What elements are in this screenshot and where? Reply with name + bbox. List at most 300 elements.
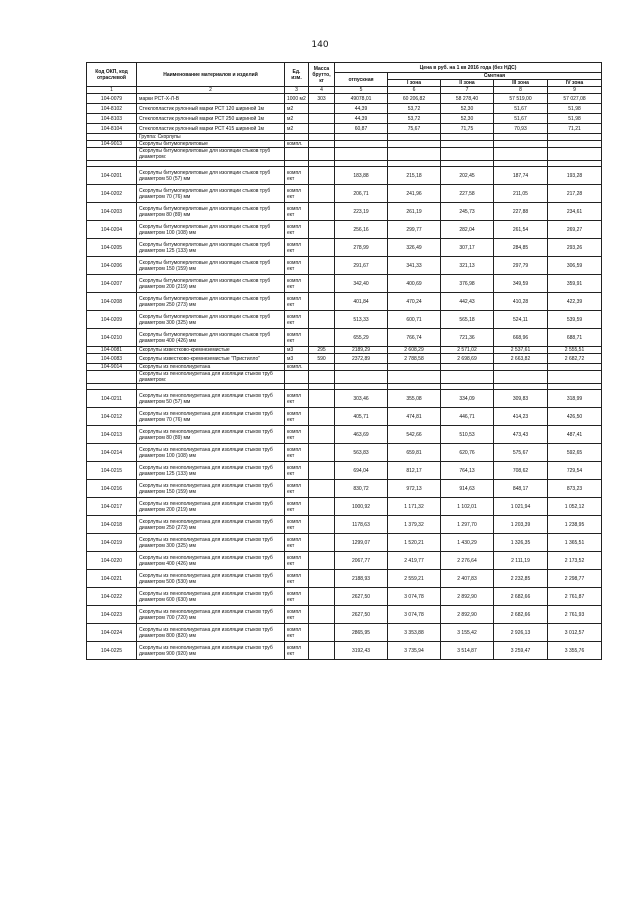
unit-cell: компл ект <box>285 390 309 408</box>
price-zone-1-cell: 241,96 <box>388 185 441 203</box>
price-release-cell: 44,39 <box>335 114 388 124</box>
column-number: 1 <box>87 87 137 94</box>
code-cell: 104-0210 <box>87 329 137 347</box>
mass-cell <box>309 221 335 239</box>
mass-cell <box>309 141 335 148</box>
name-cell: Скорлупы битумоперлитовые для изоляции стыков труб диаметром 400 (426) мм <box>137 329 285 347</box>
code-cell: 104-0081 <box>87 347 137 354</box>
name-cell: Скорлупы битумоперлитовые для изоляции стыков труб диаметром 100 (108) мм <box>137 221 285 239</box>
table-row <box>87 203 602 221</box>
unit-cell: компл. <box>285 141 309 148</box>
table-row <box>87 371 602 384</box>
price-release-cell <box>335 148 388 161</box>
name-cell: Скорлупы из пенополиуретана для изоляции стыков труб диаметром 200 (219) мм <box>137 498 285 516</box>
table-row <box>87 167 602 185</box>
name-cell: Скорлупы битумоперлитовые для изоляции стыков труб диаметром: <box>137 148 285 161</box>
code-cell: 104-0206 <box>87 257 137 275</box>
header-estimate: Сметная <box>388 73 602 80</box>
price-zone-2-cell <box>441 371 494 384</box>
price-release-cell: 2865,95 <box>335 624 388 642</box>
table-row <box>87 606 602 624</box>
unit-cell: компл ект <box>285 426 309 444</box>
name-cell: Группа: Скорлупы <box>137 134 285 141</box>
price-zone-4-cell: 2 298,77 <box>548 570 602 588</box>
code-cell: 104-0220 <box>87 552 137 570</box>
name-cell: Скорлупы из пенополиуретана для изоляции стыков труб диаметром 80 (89) мм <box>137 426 285 444</box>
code-cell: 104-0225 <box>87 642 137 660</box>
mass-cell <box>309 275 335 293</box>
table-row <box>87 534 602 552</box>
name-cell: Скорлупы битумоперлитовые для изоляции стыков труб диаметром 125 (133) мм <box>137 239 285 257</box>
price-zone-4-cell: 592,65 <box>548 444 602 462</box>
price-release-cell: 256,16 <box>335 221 388 239</box>
price-zone-2-cell: 1 102,01 <box>441 498 494 516</box>
price-zone-4-cell: 51,98 <box>548 114 602 124</box>
unit-cell: компл ект <box>285 462 309 480</box>
mass-cell <box>309 552 335 570</box>
price-zone-1-cell: 400,69 <box>388 275 441 293</box>
code-cell: 104-0217 <box>87 498 137 516</box>
price-release-cell: 655,29 <box>335 329 388 347</box>
unit-cell: компл ект <box>285 293 309 311</box>
price-zone-3-cell: 2 111,19 <box>494 552 548 570</box>
price-zone-3-cell: 309,83 <box>494 390 548 408</box>
table-row <box>87 239 602 257</box>
price-zone-3-cell <box>494 141 548 148</box>
mass-cell <box>309 293 335 311</box>
price-zone-2-cell: 2 892,90 <box>441 606 494 624</box>
price-release-cell: 2627,50 <box>335 606 388 624</box>
code-cell: 104-0222 <box>87 588 137 606</box>
price-zone-1-cell: 2 788,58 <box>388 354 441 364</box>
mass-cell <box>309 257 335 275</box>
price-zone-3-cell: 284,85 <box>494 239 548 257</box>
mass-cell <box>309 624 335 642</box>
page-number: 140 <box>311 40 329 50</box>
unit-cell: компл ект <box>285 408 309 426</box>
price-release-cell: 1178,63 <box>335 516 388 534</box>
table-row <box>87 114 602 124</box>
price-zone-4-cell: 426,50 <box>548 408 602 426</box>
mass-cell <box>309 104 335 114</box>
mass-cell <box>309 124 335 134</box>
price-zone-3-cell: 2 682,66 <box>494 606 548 624</box>
price-zone-3-cell: 668,96 <box>494 329 548 347</box>
code-cell: 104-0212 <box>87 408 137 426</box>
mass-cell <box>309 408 335 426</box>
price-zone-3-cell: 575,67 <box>494 444 548 462</box>
price-zone-1-cell: 299,77 <box>388 221 441 239</box>
column-number: 2 <box>137 87 285 94</box>
price-zone-2-cell <box>441 148 494 161</box>
price-release-cell: 694,04 <box>335 462 388 480</box>
price-zone-1-cell: 3 074,78 <box>388 588 441 606</box>
name-cell: Скорлупы из пенополиуретана для изоляции стыков труб диаметром 600 (630) мм <box>137 588 285 606</box>
mass-cell <box>309 426 335 444</box>
price-zone-2-cell: 914,63 <box>441 480 494 498</box>
price-zone-2-cell: 202,45 <box>441 167 494 185</box>
unit-cell: компл ект <box>285 480 309 498</box>
mass-cell <box>309 203 335 221</box>
mass-cell <box>309 311 335 329</box>
table-row <box>87 148 602 161</box>
mass-cell <box>309 371 335 384</box>
code-cell: 104-0083 <box>87 354 137 364</box>
price-zone-1-cell <box>388 141 441 148</box>
price-zone-4-cell: 57 027,08 <box>548 94 602 104</box>
price-zone-4-cell: 1 052,12 <box>548 498 602 516</box>
unit-cell: компл ект <box>285 221 309 239</box>
table-row <box>87 141 602 148</box>
price-zone-2-cell: 565,18 <box>441 311 494 329</box>
price-zone-2-cell <box>441 141 494 148</box>
price-zone-2-cell: 321,13 <box>441 257 494 275</box>
column-number-row <box>87 87 602 94</box>
name-cell: Скорлупы из пенополиуретана для изоляции стыков труб диаметром 500 (530) мм <box>137 570 285 588</box>
price-zone-4-cell: 1 365,51 <box>548 534 602 552</box>
header-zone-3: III зона <box>494 80 548 87</box>
price-zone-3-cell: 2 232,85 <box>494 570 548 588</box>
name-cell: Скорлупы известково-кремнеземистые <box>137 347 285 354</box>
table-row <box>87 426 602 444</box>
name-cell: Скорлупы из пенополиуретана для изоляции стыков труб диаметром 70 (76) мм <box>137 408 285 426</box>
price-zone-4-cell: 2 173,52 <box>548 552 602 570</box>
code-cell: 104-9014 <box>87 364 137 371</box>
code-cell: 104-0209 <box>87 311 137 329</box>
price-zone-3-cell: 414,23 <box>494 408 548 426</box>
price-zone-3-cell: 227,88 <box>494 203 548 221</box>
price-zone-3-cell: 524,11 <box>494 311 548 329</box>
price-zone-1-cell: 542,66 <box>388 426 441 444</box>
price-zone-3-cell: 51,67 <box>494 104 548 114</box>
table-row <box>87 642 602 660</box>
price-release-cell: 830,72 <box>335 480 388 498</box>
price-zone-3-cell: 211,05 <box>494 185 548 203</box>
price-release-cell: 303,46 <box>335 390 388 408</box>
table-row <box>87 552 602 570</box>
price-zone-3-cell: 3 259,47 <box>494 642 548 660</box>
name-cell: Скорлупы из пенополиуретана для изоляции стыков труб диаметром 900 (920) мм <box>137 642 285 660</box>
price-zone-4-cell <box>548 141 602 148</box>
table-row <box>87 390 602 408</box>
mass-cell <box>309 444 335 462</box>
unit-cell: м2 <box>285 124 309 134</box>
price-zone-1-cell: 2 559,21 <box>388 570 441 588</box>
price-zone-4-cell: 422,39 <box>548 293 602 311</box>
price-zone-2-cell: 58 278,40 <box>441 94 494 104</box>
table-row <box>87 408 602 426</box>
price-zone-3-cell: 2 663,82 <box>494 354 548 364</box>
code-cell: 104-8102 <box>87 104 137 114</box>
price-zone-4-cell: 193,28 <box>548 167 602 185</box>
name-cell: Стеклопластик рулонный марки РСТ 120 шириной 1м <box>137 104 285 114</box>
price-zone-3-cell: 261,54 <box>494 221 548 239</box>
code-cell: 104-0213 <box>87 426 137 444</box>
code-cell: 104-0215 <box>87 462 137 480</box>
price-zone-2-cell: 3 514,87 <box>441 642 494 660</box>
unit-cell: компл ект <box>285 239 309 257</box>
price-zone-4-cell <box>548 134 602 141</box>
price-zone-2-cell: 52,30 <box>441 104 494 114</box>
price-zone-1-cell: 53,72 <box>388 104 441 114</box>
mass-cell <box>309 148 335 161</box>
mass-cell <box>309 167 335 185</box>
price-zone-1-cell: 75,67 <box>388 124 441 134</box>
mass-cell <box>309 364 335 371</box>
price-zone-3-cell <box>494 134 548 141</box>
price-release-cell <box>335 364 388 371</box>
table-row <box>87 104 602 114</box>
price-release-cell: 2372,89 <box>335 354 388 364</box>
price-release-cell: 44,39 <box>335 104 388 114</box>
price-zone-1-cell <box>388 364 441 371</box>
price-zone-2-cell <box>441 134 494 141</box>
price-zone-1-cell: 3 074,78 <box>388 606 441 624</box>
unit-cell: компл ект <box>285 167 309 185</box>
unit-cell: компл. <box>285 364 309 371</box>
price-zone-3-cell: 1 021,94 <box>494 498 548 516</box>
price-zone-3-cell: 187,74 <box>494 167 548 185</box>
table-row <box>87 570 602 588</box>
name-cell: Скорлупы из пенополиуретана для изоляции стыков труб диаметром 50 (57) мм <box>137 390 285 408</box>
price-zone-4-cell <box>548 371 602 384</box>
price-release-cell: 183,88 <box>335 167 388 185</box>
table-row <box>87 624 602 642</box>
header-unit: Ед. изм. <box>285 63 309 87</box>
name-cell: Скорлупы из пенополиуретана <box>137 364 285 371</box>
unit-cell: компл ект <box>285 329 309 347</box>
mass-cell <box>309 642 335 660</box>
name-cell: Стеклопластик рулонный марки РСТ 250 шириной 1м <box>137 114 285 124</box>
unit-cell: компл ект <box>285 552 309 570</box>
code-cell: 104-0219 <box>87 534 137 552</box>
mass-cell: 295 <box>309 347 335 354</box>
price-zone-2-cell: 307,17 <box>441 239 494 257</box>
price-release-cell: 49078,01 <box>335 94 388 104</box>
price-zone-2-cell: 1 430,29 <box>441 534 494 552</box>
mass-cell <box>309 185 335 203</box>
unit-cell: компл ект <box>285 311 309 329</box>
column-number: 5 <box>335 87 388 94</box>
price-zone-3-cell: 1 326,35 <box>494 534 548 552</box>
price-zone-3-cell: 410,28 <box>494 293 548 311</box>
name-cell: Скорлупы из пенополиуретана для изоляции стыков труб диаметром 700 (720) мм <box>137 606 285 624</box>
table-row <box>87 124 602 134</box>
code-cell: 104-0202 <box>87 185 137 203</box>
unit-cell: компл ект <box>285 203 309 221</box>
name-cell: Скорлупы из пенополиуретана для изоляции стыков труб диаметром 125 (133) мм <box>137 462 285 480</box>
table-row <box>87 347 602 354</box>
price-zone-4-cell: 3 355,76 <box>548 642 602 660</box>
price-zone-2-cell: 510,53 <box>441 426 494 444</box>
table-row <box>87 354 602 364</box>
price-zone-1-cell: 2 608,29 <box>388 347 441 354</box>
price-zone-4-cell: 217,28 <box>548 185 602 203</box>
code-cell: 104-0218 <box>87 516 137 534</box>
price-zone-1-cell: 812,17 <box>388 462 441 480</box>
price-zone-3-cell: 57 519,00 <box>494 94 548 104</box>
price-zone-1-cell: 3 353,88 <box>388 624 441 642</box>
price-zone-4-cell: 234,61 <box>548 203 602 221</box>
price-zone-4-cell: 729,54 <box>548 462 602 480</box>
table-body <box>87 94 602 660</box>
price-release-cell: 513,33 <box>335 311 388 329</box>
price-zone-1-cell <box>388 134 441 141</box>
mass-cell <box>309 516 335 534</box>
unit-cell: м2 <box>285 114 309 124</box>
price-release-cell <box>335 134 388 141</box>
code-cell: 104-0079 <box>87 94 137 104</box>
unit-cell: компл ект <box>285 257 309 275</box>
mass-cell <box>309 390 335 408</box>
unit-cell: м3 <box>285 354 309 364</box>
unit-cell: компл ект <box>285 606 309 624</box>
price-release-cell: 2188,93 <box>335 570 388 588</box>
price-zone-1-cell: 1 171,32 <box>388 498 441 516</box>
price-zone-1-cell: 53,72 <box>388 114 441 124</box>
price-release-cell: 342,40 <box>335 275 388 293</box>
price-zone-4-cell <box>548 364 602 371</box>
mass-cell <box>309 480 335 498</box>
column-number: 6 <box>388 87 441 94</box>
price-release-cell: 2627,50 <box>335 588 388 606</box>
price-zone-4-cell: 318,99 <box>548 390 602 408</box>
table-row <box>87 364 602 371</box>
unit-cell <box>285 134 309 141</box>
name-cell: Скорлупы из пенополиуретана для изоляции стыков труб диаметром 400 (426) мм <box>137 552 285 570</box>
unit-cell: компл ект <box>285 444 309 462</box>
price-zone-2-cell: 52,30 <box>441 114 494 124</box>
header-price-group: Цена в руб. на 1 кв 2016 года (без НДС) <box>335 63 602 73</box>
name-cell: Скорлупы известково-кремнеземистые "Пристилло" <box>137 354 285 364</box>
mass-cell <box>309 606 335 624</box>
mass-cell <box>309 134 335 141</box>
code-cell: 104-9013 <box>87 141 137 148</box>
mass-cell <box>309 462 335 480</box>
price-zone-1-cell: 355,08 <box>388 390 441 408</box>
price-zone-4-cell: 306,59 <box>548 257 602 275</box>
mass-cell <box>309 570 335 588</box>
unit-cell: компл ект <box>285 498 309 516</box>
price-zone-1-cell: 1 379,32 <box>388 516 441 534</box>
table-row <box>87 185 602 203</box>
code-cell <box>87 148 137 161</box>
price-zone-4-cell: 51,98 <box>548 104 602 114</box>
unit-cell: компл ект <box>285 570 309 588</box>
unit-cell: м2 <box>285 104 309 114</box>
price-release-cell: 60,87 <box>335 124 388 134</box>
header-name: Наименование материалов и изделий <box>137 63 285 87</box>
price-zone-4-cell <box>548 148 602 161</box>
code-cell: 104-0216 <box>87 480 137 498</box>
unit-cell: компл ект <box>285 624 309 642</box>
unit-cell <box>285 148 309 161</box>
table-row <box>87 498 602 516</box>
price-zone-2-cell: 376,98 <box>441 275 494 293</box>
header-code: Код ОКП, код отраслевой <box>87 63 137 87</box>
price-zone-3-cell: 297,79 <box>494 257 548 275</box>
price-zone-1-cell: 474,81 <box>388 408 441 426</box>
price-zone-1-cell: 60 206,82 <box>388 94 441 104</box>
price-zone-3-cell: 2 537,61 <box>494 347 548 354</box>
table-row <box>87 94 602 104</box>
code-cell: 104-0221 <box>87 570 137 588</box>
price-zone-2-cell: 227,58 <box>441 185 494 203</box>
unit-cell: компл ект <box>285 588 309 606</box>
name-cell: марки РСТ-Х-Л-В <box>137 94 285 104</box>
price-zone-1-cell: 2 419,77 <box>388 552 441 570</box>
price-zone-2-cell: 1 297,70 <box>441 516 494 534</box>
name-cell: Скорлупы из пенополиуретана для изоляции стыков труб диаметром 150 (159) мм <box>137 480 285 498</box>
price-zone-4-cell: 539,59 <box>548 311 602 329</box>
unit-cell: компл ект <box>285 642 309 660</box>
price-zone-1-cell <box>388 371 441 384</box>
header-mass: Масса брутто, кг <box>309 63 335 87</box>
price-zone-2-cell: 2 698,69 <box>441 354 494 364</box>
unit-cell: компл ект <box>285 185 309 203</box>
price-zone-2-cell: 245,73 <box>441 203 494 221</box>
mass-cell: 303 <box>309 94 335 104</box>
price-zone-3-cell <box>494 371 548 384</box>
name-cell: Скорлупы из пенополиуретана для изоляции стыков труб диаметром 800 (820) мм <box>137 624 285 642</box>
mass-cell <box>309 588 335 606</box>
price-zone-4-cell: 71,21 <box>548 124 602 134</box>
price-release-cell: 291,67 <box>335 257 388 275</box>
mass-cell <box>309 239 335 257</box>
code-cell: 104-8104 <box>87 124 137 134</box>
code-cell: 104-0205 <box>87 239 137 257</box>
name-cell: Скорлупы битумоперлитовые <box>137 141 285 148</box>
price-zone-2-cell: 620,76 <box>441 444 494 462</box>
code-cell: 104-8103 <box>87 114 137 124</box>
price-release-cell: 463,69 <box>335 426 388 444</box>
price-zone-4-cell: 688,71 <box>548 329 602 347</box>
price-release-cell: 1000,92 <box>335 498 388 516</box>
price-zone-4-cell: 2 761,93 <box>548 606 602 624</box>
price-zone-3-cell: 473,43 <box>494 426 548 444</box>
header-release: отпускная <box>335 73 388 87</box>
column-number: 8 <box>494 87 548 94</box>
price-release-cell: 1299,07 <box>335 534 388 552</box>
price-zone-2-cell: 71,75 <box>441 124 494 134</box>
price-zone-2-cell: 2 571,02 <box>441 347 494 354</box>
price-zone-4-cell: 3 012,57 <box>548 624 602 642</box>
mass-cell <box>309 329 335 347</box>
name-cell: Скорлупы битумоперлитовые для изоляции стыков труб диаметром 50 (57) мм <box>137 167 285 185</box>
column-number: 3 <box>285 87 309 94</box>
name-cell: Скорлупы из пенополиуретана для изоляции стыков труб диаметром 100 (108) мм <box>137 444 285 462</box>
price-zone-3-cell <box>494 148 548 161</box>
unit-cell: м3 <box>285 347 309 354</box>
header-zone-4: IV зона <box>548 80 602 87</box>
name-cell: Скорлупы битумоперлитовые для изоляции стыков труб диаметром 80 (89) мм <box>137 203 285 221</box>
price-zone-3-cell: 848,17 <box>494 480 548 498</box>
name-cell: Скорлупы битумоперлитовые для изоляции стыков труб диаметром 250 (273) мм <box>137 293 285 311</box>
price-release-cell: 206,71 <box>335 185 388 203</box>
name-cell: Стеклопластик рулонный марки РСТ 415 шириной 1м <box>137 124 285 134</box>
price-zone-2-cell: 442,43 <box>441 293 494 311</box>
unit-cell: компл ект <box>285 534 309 552</box>
price-zone-2-cell: 2 892,90 <box>441 588 494 606</box>
code-cell <box>87 371 137 384</box>
price-zone-3-cell: 2 682,66 <box>494 588 548 606</box>
price-zone-4-cell: 873,23 <box>548 480 602 498</box>
price-zone-3-cell: 51,67 <box>494 114 548 124</box>
price-zone-2-cell: 764,13 <box>441 462 494 480</box>
price-zone-4-cell: 359,91 <box>548 275 602 293</box>
unit-cell: компл ект <box>285 275 309 293</box>
code-cell: 104-0224 <box>87 624 137 642</box>
